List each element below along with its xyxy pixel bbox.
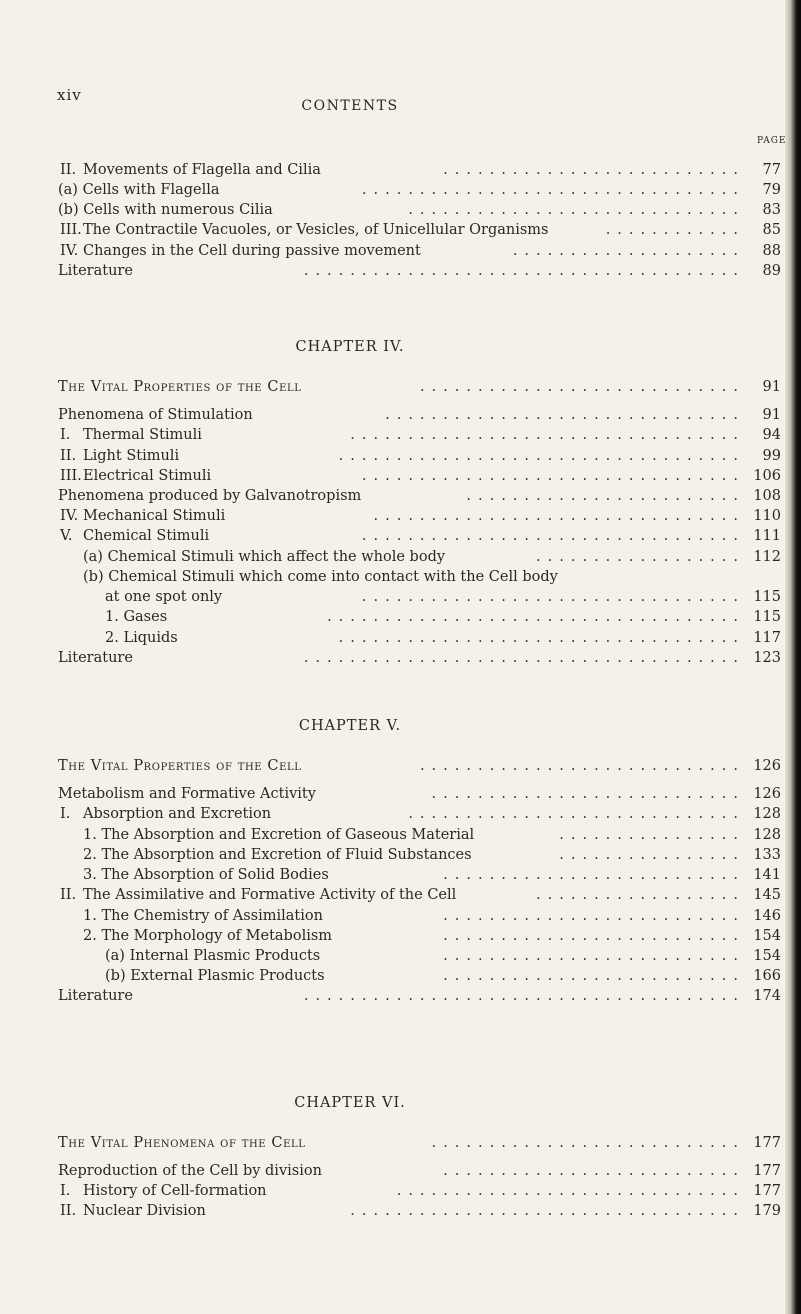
page-ref: 112 <box>753 549 781 565</box>
toc-entry <box>58 446 793 466</box>
toc-entry <box>58 906 793 926</box>
toc-entry <box>58 648 793 668</box>
entry-title: Reproduction of the Cell by division <box>58 1163 322 1179</box>
page-ref: 106 <box>753 468 781 484</box>
toc-entry <box>58 526 793 546</box>
entry-numeral: II. <box>60 448 77 464</box>
entry-title: Electrical Stimuli <box>83 468 212 484</box>
leader-dots: ........................... <box>431 1135 745 1151</box>
page-ref: 77 <box>762 162 781 178</box>
entry-numeral: IV. <box>60 508 79 524</box>
leader-dots: .................................. <box>350 427 745 443</box>
leader-dots: ........................... <box>431 786 745 802</box>
toc-entry <box>58 628 793 648</box>
page-ref: 115 <box>753 589 781 605</box>
leader-dots: ................................... <box>338 630 745 646</box>
entry-title: Phenomena of Stimulation <box>58 407 253 423</box>
toc-entry <box>58 986 793 1006</box>
leader-dots: ................................. <box>361 182 745 198</box>
leader-dots: ...................................... <box>303 988 745 1004</box>
page-ref: 85 <box>762 222 781 238</box>
toc-entry <box>58 804 793 824</box>
entry-title: Literature <box>58 263 133 279</box>
entry-numeral: I. <box>60 1183 71 1199</box>
entry-title: (b) Cells with numerous Cilia <box>58 202 273 218</box>
chapter-title-row <box>58 377 793 397</box>
page-ref: 179 <box>753 1203 781 1219</box>
toc-entry <box>58 160 793 180</box>
toc-entry <box>58 405 793 425</box>
page-column-label: PAGE <box>757 136 787 146</box>
chapter-title: The Vital Phenomena of the Cell <box>58 1135 306 1151</box>
entry-title: 2. The Absorption and Excretion of Fluid Substances <box>83 847 472 863</box>
page-ref: 133 <box>753 847 781 863</box>
entry-numeral: V. <box>60 528 73 544</box>
entry-numeral: II. <box>60 162 77 178</box>
leader-dots: ................ <box>559 827 745 843</box>
chapter-title: The Vital Properties of the Cell <box>58 379 302 395</box>
leader-dots: .......................... <box>443 968 745 984</box>
page-ref: 79 <box>762 182 781 198</box>
entry-title: Absorption and Excretion <box>83 806 272 822</box>
toc-entry <box>58 966 793 986</box>
entry-numeral: III. <box>60 222 82 238</box>
page-ref: 126 <box>753 786 781 802</box>
entry-title: Literature <box>58 650 133 666</box>
toc-entry <box>58 506 793 526</box>
entry-title: Changes in the Cell during passive movement <box>83 243 421 259</box>
leader-dots: .......................... <box>443 908 745 924</box>
entry-title: Literature <box>58 988 133 1004</box>
chapter-heading: CHAPTER IV. <box>295 339 405 355</box>
page-ref: 177 <box>753 1135 781 1151</box>
page-ref: 145 <box>753 887 781 903</box>
entry-numeral: IV. <box>60 243 79 259</box>
toc-entry <box>58 607 793 627</box>
page-ref: 177 <box>753 1183 781 1199</box>
leader-dots: ...................................... <box>303 263 745 279</box>
entry-title: Light Stimuli <box>83 448 180 464</box>
page-ref: 94 <box>762 427 781 443</box>
page-ref: 128 <box>753 806 781 822</box>
entry-title: (a) Cells with Flagella <box>58 182 220 198</box>
entry-title: Phenomena produced by Galvanotropism <box>58 488 362 504</box>
chapter-title-row <box>58 1133 793 1153</box>
entry-title: Mechanical Stimuli <box>83 508 226 524</box>
leader-dots: ............ <box>605 222 745 238</box>
toc-entry <box>58 1161 793 1181</box>
leader-dots: ............................ <box>419 379 745 395</box>
page-ref: 91 <box>762 379 781 395</box>
entry-title: 3. The Absorption of Solid Bodies <box>83 867 329 883</box>
toc-entry <box>58 946 793 966</box>
entry-title: Chemical Stimuli <box>83 528 210 544</box>
page-ref: 146 <box>753 908 781 924</box>
page-ref: 91 <box>762 407 781 423</box>
toc-entry <box>58 567 793 587</box>
entry-title: 1. The Absorption and Excretion of Gaseous Material <box>83 827 475 843</box>
leader-dots: ............................. <box>408 202 745 218</box>
leader-dots: .............................. <box>396 1183 745 1199</box>
running-title: CONTENTS <box>301 98 399 114</box>
toc-entry <box>58 926 793 946</box>
toc-entry <box>58 885 793 905</box>
entry-numeral: II. <box>60 887 77 903</box>
page-ref: 88 <box>762 243 781 259</box>
page-ref: 177 <box>753 1163 781 1179</box>
entry-numeral: III. <box>60 468 82 484</box>
toc-entry <box>58 261 793 281</box>
entry-title: Nuclear Division <box>83 1203 206 1219</box>
page-ref: 174 <box>753 988 781 1004</box>
entry-numeral: II. <box>60 1203 77 1219</box>
leader-dots: .......................... <box>443 928 745 944</box>
toc-entry <box>58 220 793 240</box>
leader-dots: ...................................... <box>303 650 745 666</box>
leader-dots: .................... <box>512 243 745 259</box>
toc-entry <box>58 587 793 607</box>
leader-dots: .......................... <box>443 867 745 883</box>
toc-entry <box>58 486 793 506</box>
entry-title: Metabolism and Formative Activity <box>58 786 316 802</box>
entry-title: (a) Internal Plasmic Products <box>105 948 321 964</box>
page-ref: 83 <box>762 202 781 218</box>
leader-dots: ............................... <box>385 407 745 423</box>
leader-dots: ................................... <box>338 448 745 464</box>
page-ref: 154 <box>753 928 781 944</box>
leader-dots: ................................. <box>361 589 745 605</box>
page-ref: 126 <box>753 758 781 774</box>
toc-entry <box>58 1201 793 1221</box>
entry-title: 1. Gases <box>105 609 168 625</box>
leader-dots: .................. <box>536 887 745 903</box>
page-ref: 123 <box>753 650 781 666</box>
entry-title: The Contractile Vacuoles, or Vesicles, of Unicellular Organisms <box>83 222 549 238</box>
page-ref: 166 <box>753 968 781 984</box>
leader-dots: ................................. <box>361 468 745 484</box>
entry-title: at one spot only <box>105 589 223 605</box>
page-ref: 141 <box>753 867 781 883</box>
toc-entry <box>58 466 793 486</box>
toc-entry <box>58 547 793 567</box>
page-ref: 154 <box>753 948 781 964</box>
toc-entry <box>58 845 793 865</box>
leader-dots: .......................... <box>443 1163 745 1179</box>
chapter-title: The Vital Properties of the Cell <box>58 758 302 774</box>
entry-title: Movements of Flagella and Cilia <box>83 162 321 178</box>
chapter-heading: CHAPTER VI. <box>294 1095 406 1111</box>
entry-title: (b) External Plasmic Products <box>105 968 325 984</box>
page-ref: 111 <box>753 528 781 544</box>
entry-title: Thermal Stimuli <box>83 427 202 443</box>
leader-dots: .................................. <box>350 1203 745 1219</box>
toc-entry <box>58 200 793 220</box>
chapter-heading: CHAPTER V. <box>298 718 402 734</box>
toc-entry <box>58 825 793 845</box>
leader-dots: .......................... <box>443 948 745 964</box>
page-ref: 108 <box>753 488 781 504</box>
page-ref: 115 <box>753 609 781 625</box>
entry-title: 2. The Morphology of Metabolism <box>83 928 333 944</box>
leader-dots: ............................ <box>419 758 745 774</box>
page-ref: 89 <box>762 263 781 279</box>
leader-dots: ............................. <box>408 806 745 822</box>
entry-title: (a) Chemical Stimuli which affect the whole body <box>83 549 446 565</box>
page-ref: 99 <box>762 448 781 464</box>
chapter-title-row <box>58 756 793 776</box>
page-ref: 117 <box>753 630 781 646</box>
toc-entry <box>58 180 793 200</box>
toc-entry <box>58 241 793 261</box>
toc-entry <box>58 425 793 445</box>
toc-entry <box>58 1181 793 1201</box>
page-ref: 110 <box>753 508 781 524</box>
toc-entry <box>58 784 793 804</box>
entry-numeral: I. <box>60 806 71 822</box>
toc-entry <box>58 865 793 885</box>
leader-dots: ........................ <box>466 488 745 504</box>
page-ref: 128 <box>753 827 781 843</box>
leader-dots: ................ <box>559 847 745 863</box>
page-number: xiv <box>57 86 82 104</box>
leader-dots: .................. <box>536 549 745 565</box>
leader-dots: .......................... <box>443 162 745 178</box>
entry-title: History of Cell-formation <box>83 1183 267 1199</box>
leader-dots: ................................. <box>361 528 745 544</box>
entry-numeral: I. <box>60 427 71 443</box>
entry-title: The Assimilative and Formative Activity of the Cell <box>83 887 457 903</box>
entry-title: 2. Liquids <box>105 630 178 646</box>
leader-dots: .................................... <box>327 609 745 625</box>
leader-dots: ................................ <box>373 508 745 524</box>
entry-title: 1. The Chemistry of Assimilation <box>83 908 323 924</box>
entry-title: (b) Chemical Stimuli which come into contact with the Cell body <box>83 569 558 585</box>
